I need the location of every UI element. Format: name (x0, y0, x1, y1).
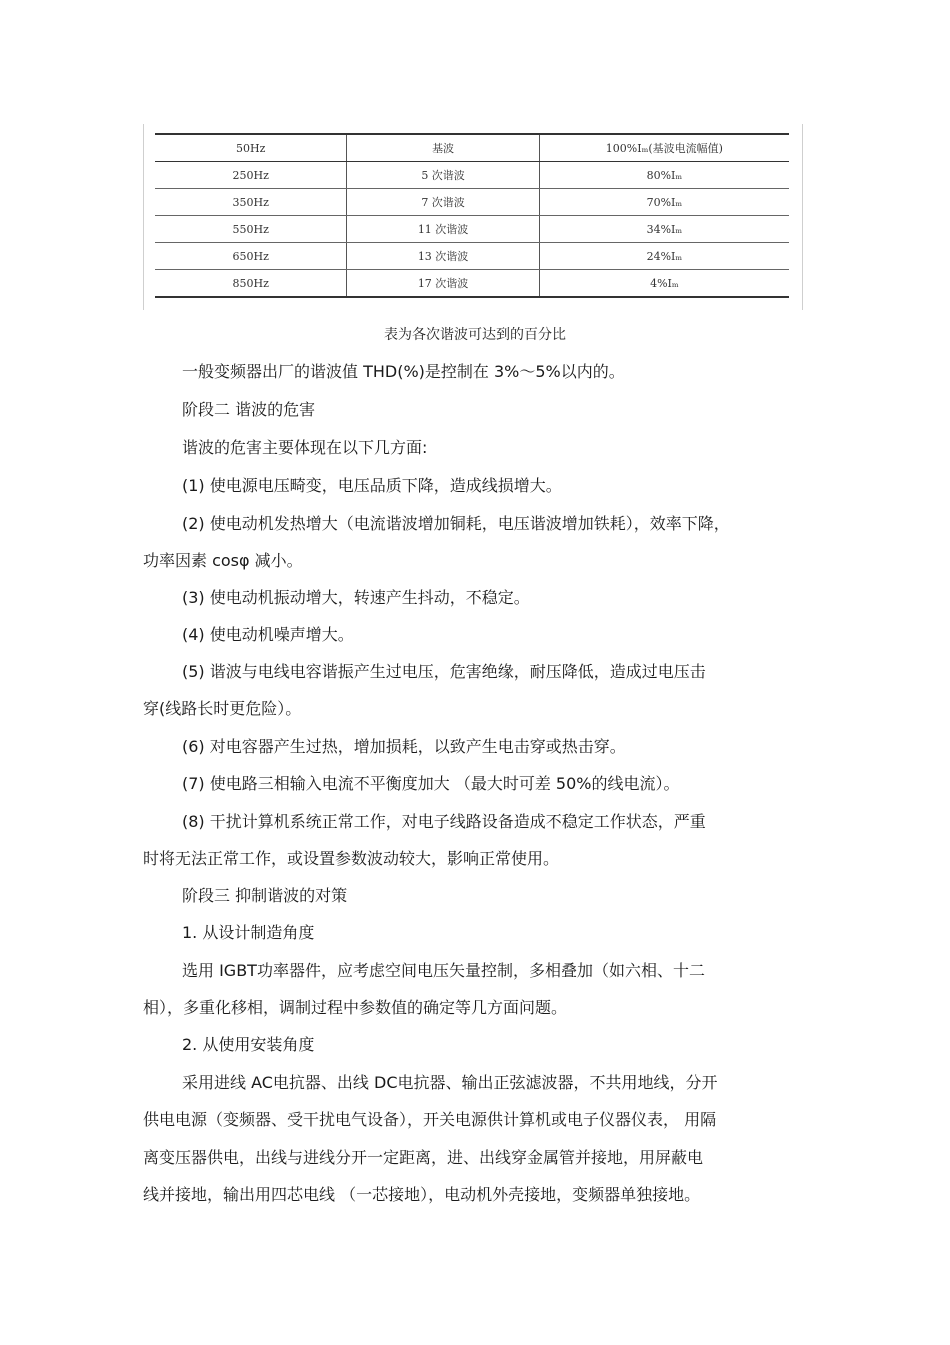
list-item: (7) 使电路三相输入电流不平衡度加大 （最大时可差 50%的线电流）。 (182, 774, 680, 793)
table-cell: 7 次谐波 (347, 189, 539, 216)
table-cell: 13 次谐波 (347, 243, 539, 270)
table-cell: 80%Iₘ (539, 162, 789, 189)
list-item: (3) 使电动机振动增大，转速产生抖动，不稳定。 (182, 588, 530, 607)
table-cell: 17 次谐波 (347, 270, 539, 298)
list-item: (4) 使电动机噪声增大。 (182, 625, 354, 644)
table-cell: 650Hz (155, 243, 347, 270)
table-cell: 850Hz (155, 270, 347, 298)
list-item-continuation: 穿(线路长时更危险）。 (143, 699, 302, 718)
table-cell: 70%Iₘ (539, 189, 789, 216)
table-header-cell: 基波 (347, 134, 539, 162)
table-header-cell: 50Hz (155, 134, 347, 162)
table-cell: 34%Iₘ (539, 216, 789, 243)
subheading-usage: 2. 从使用安装角度 (182, 1035, 315, 1054)
harmonic-table-figure (143, 124, 803, 310)
table-cell: 24%Iₘ (539, 243, 789, 270)
usage-paragraph-continuation: 线并接地，输出用四芯电线 （一芯接地），电动机外壳接地，变频器单独接地。 (143, 1185, 701, 1204)
table-caption: 表为各次谐波可达到的百分比 (384, 327, 566, 343)
design-paragraph: 选用 IGBT功率器件，应考虑空间电压矢量控制，多相叠加（如六相、十二 (182, 961, 705, 980)
table-row (155, 189, 789, 216)
list-item: (2) 使电动机发热增大（电流谐波增加铜耗，电压谐波增加铁耗），效率下降， (182, 514, 730, 533)
table-row (155, 270, 789, 298)
table-cell: 4%Iₘ (539, 270, 789, 298)
design-paragraph-continuation: 相），多重化移相，调制过程中参数值的确定等几方面问题。 (143, 998, 568, 1017)
section-heading-harm: 阶段二 谐波的危害 (182, 400, 316, 419)
list-item: (5) 谐波与电线电容谐振产生过电压，危害绝缘，耐压降低，造成过电压击 (182, 662, 706, 681)
list-item-continuation: 时将无法正常工作，或设置参数波动较大，影响正常使用。 (143, 849, 560, 868)
usage-paragraph-continuation: 离变压器供电，出线与进线分开一定距离，进、出线穿金属管并接地，用屏蔽电 (143, 1148, 704, 1167)
list-item: (8) 干扰计算机系统正常工作，对电子线路设备造成不稳定工作状态，严重 (182, 812, 706, 831)
table-cell: 5 次谐波 (347, 162, 539, 189)
intro-paragraph: 谐波的危害主要体现在以下几方面: (182, 438, 428, 457)
table-cell: 250Hz (155, 162, 347, 189)
list-item: (6) 对电容器产生过热，增加损耗，以致产生电击穿或热击穿。 (182, 737, 626, 756)
table-row (155, 243, 789, 270)
usage-paragraph-continuation: 供电电源（变频器、受干扰电气设备），开关电源供计算机或电子仪器仪表， 用隔 (143, 1110, 717, 1129)
table-header-row (155, 134, 789, 162)
usage-paragraph: 采用进线 AC电抗器、出线 DC电抗器、输出正弦滤波器，不共用地线，分开 (182, 1073, 718, 1092)
table-cell: 550Hz (155, 216, 347, 243)
thd-paragraph: 一般变频器出厂的谐波值 THD(%)是控制在 3%～5%以内的。 (182, 362, 625, 381)
table-cell: 350Hz (155, 189, 347, 216)
subheading-design: 1. 从设计制造角度 (182, 923, 315, 942)
table-row (155, 162, 789, 189)
table-row (155, 216, 789, 243)
table-header-cell: 100%Iₘ(基波电流幅值) (539, 134, 789, 162)
list-item: (1) 使电源电压畸变，电压品质下降，造成线损增大。 (182, 476, 562, 495)
table-cell: 11 次谐波 (347, 216, 539, 243)
section-heading-countermeasures: 阶段三 抑制谐波的对策 (182, 886, 348, 905)
harmonic-table (155, 133, 789, 298)
list-item-continuation: 功率因素 cosφ 减小。 (143, 551, 303, 570)
